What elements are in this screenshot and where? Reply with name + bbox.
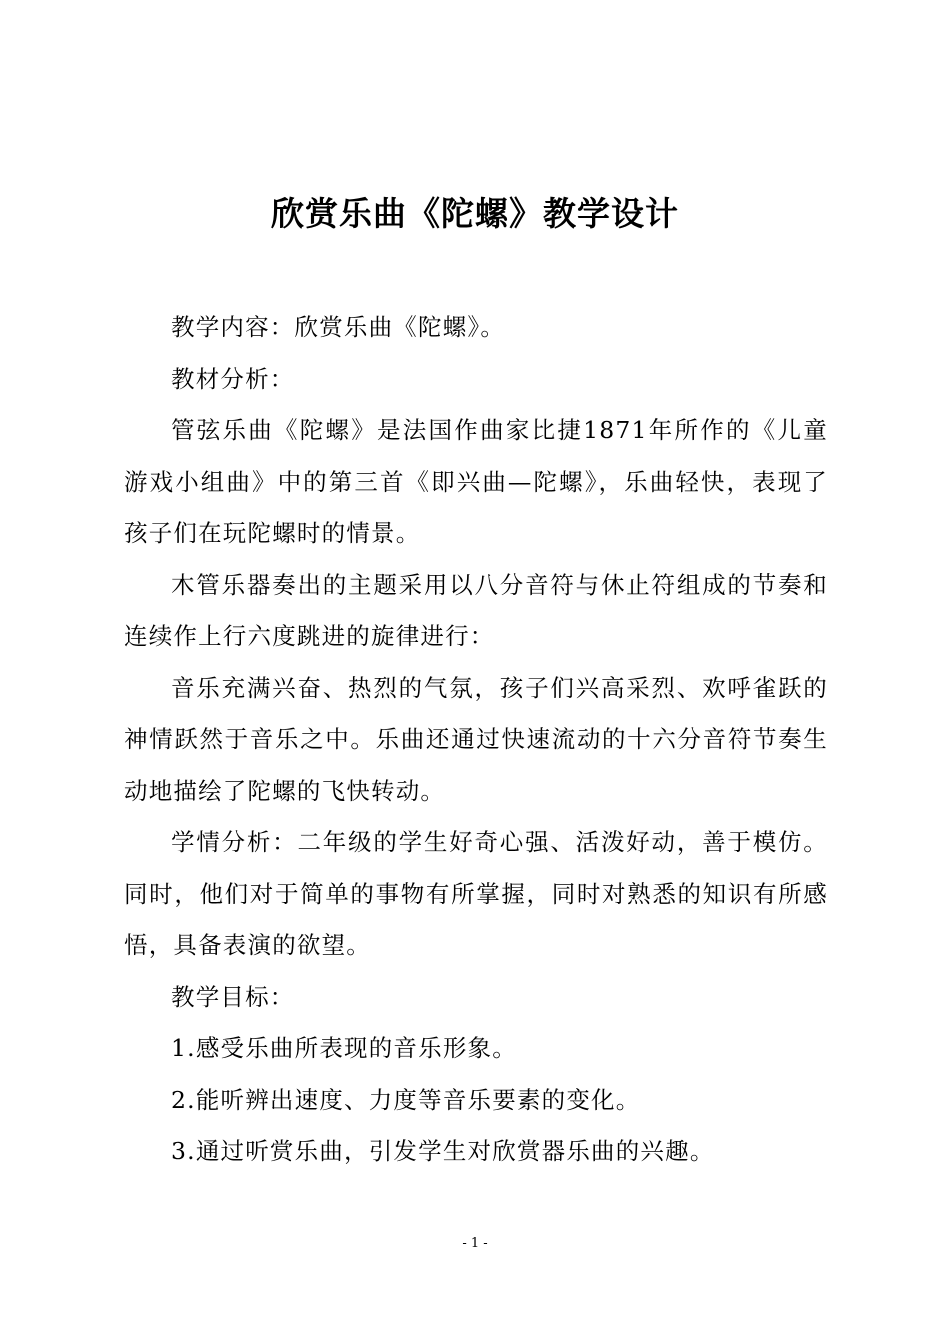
paragraph-material-analysis-heading: 教材分析： (171, 364, 295, 393)
list-item-goal-3: 3.通过听赏乐曲，引发学生对欣赏器乐曲的兴趣。 (171, 1137, 715, 1165)
page-number: - 1 - (462, 1236, 488, 1251)
paragraph-teaching-content: 教学内容：欣赏乐曲《陀螺》。 (171, 313, 506, 341)
document-body (124, 302, 828, 1178)
paragraph-music-atmosphere: 音乐充满兴奋、热烈的气氛，孩子们兴高采烈、欢呼雀跃的神情跃然于音乐之中。乐曲还通过快速流动的十六分音符节奏生动地描绘了陀螺的飞快转动。 (124, 673, 828, 805)
list-item-goal-1: 1.感受乐曲所表现的音乐形象。 (171, 1034, 517, 1062)
list-item-goal-2: 2.能听辨出速度、力度等音乐要素的变化。 (171, 1085, 641, 1114)
paragraph-theme-description: 木管乐器奏出的主题采用以八分音符与休止符组成的节奏和连续作上行六度跳进的旋律进行： (124, 570, 828, 650)
paragraph-material-analysis: 管弦乐曲《陀螺》是法国作曲家比捷1871年所作的《儿童游戏小组曲》中的第三首《即兴曲—陀螺》，乐曲轻快，表现了孩子们在玩陀螺时的情景。 (124, 416, 828, 547)
document-title: 欣赏乐曲《陀螺》教学设计 (271, 194, 679, 233)
paragraph-teaching-goals-heading: 教学目标： (171, 982, 295, 1011)
paragraph-student-analysis: 学情分析：二年级的学生好奇心强、活泼好动，善于模仿。同时，他们对于简单的事物有所掌握，同时对熟悉的知识有所感悟，具备表演的欲望。 (124, 828, 828, 959)
